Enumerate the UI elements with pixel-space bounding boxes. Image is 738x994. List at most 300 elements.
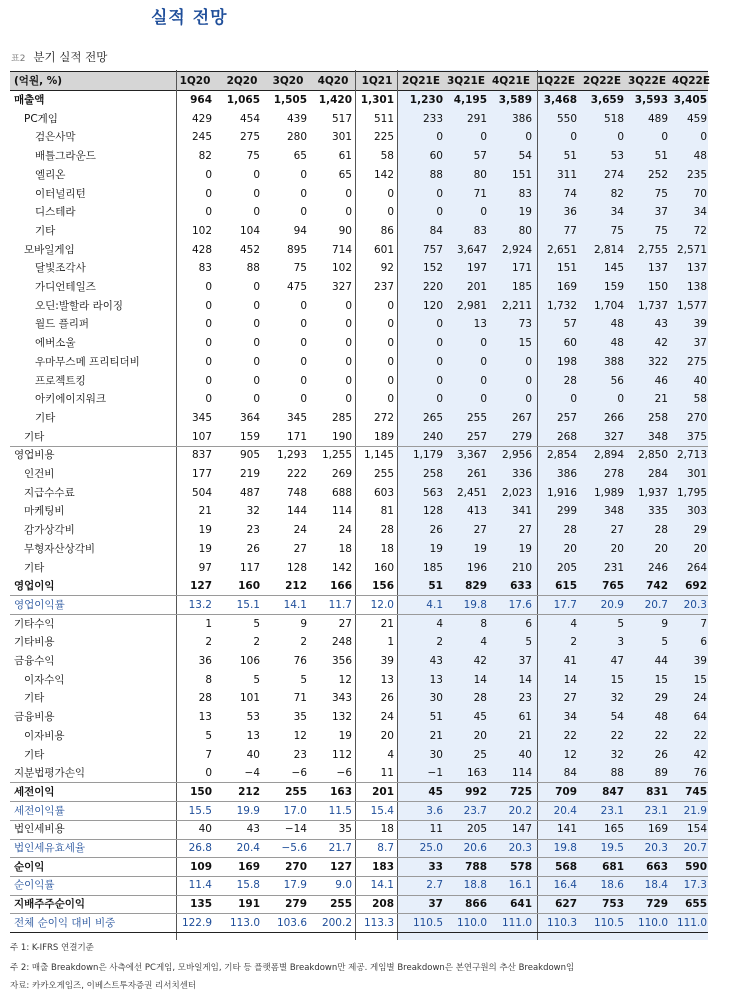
value-cell: 11.7 xyxy=(328,598,352,611)
value-cell: 20.2 xyxy=(508,804,532,817)
value-cell: 0 xyxy=(253,206,260,219)
value-cell: 0 xyxy=(345,393,352,406)
value-cell: −6 xyxy=(336,767,352,780)
value-cell: 23.7 xyxy=(463,804,487,817)
value-cell: 748 xyxy=(286,486,307,499)
value-cell: 3,593 xyxy=(634,94,668,106)
row-label: 전체 순이익 대비 비중 xyxy=(14,916,116,929)
value-cell: 1,732 xyxy=(546,299,577,312)
value-cell: −5.6 xyxy=(281,842,307,854)
value-cell: 20 xyxy=(473,729,487,742)
value-cell: 6 xyxy=(700,636,707,649)
value-cell: 13 xyxy=(246,729,260,742)
value-cell: 147 xyxy=(511,823,532,836)
value-cell: 24 xyxy=(380,711,394,724)
value-cell: 348 xyxy=(647,430,668,443)
value-cell: 3,659 xyxy=(590,94,624,106)
value-cell: 0 xyxy=(480,393,487,406)
value-cell: 51 xyxy=(654,150,668,163)
value-cell: 866 xyxy=(465,898,487,911)
value-cell: 169 xyxy=(556,281,577,293)
value-cell: 0 xyxy=(436,318,443,331)
row-label: 기타 xyxy=(24,430,45,443)
value-cell: 80 xyxy=(518,224,532,237)
value-cell: 0 xyxy=(480,131,487,144)
value-cell: 3,589 xyxy=(498,94,532,106)
value-cell: 30 xyxy=(429,748,443,761)
value-cell: 28 xyxy=(198,692,212,705)
column-header: 2Q22E xyxy=(582,75,622,87)
table-row xyxy=(10,91,708,110)
value-cell: 77 xyxy=(563,224,577,237)
value-cell: 335 xyxy=(647,505,668,518)
column-header: 3Q21E xyxy=(446,75,486,87)
value-cell: 46 xyxy=(654,374,668,387)
row-label: 영업이익 xyxy=(14,580,55,593)
value-cell: 837 xyxy=(191,449,212,462)
value-cell: 18.8 xyxy=(463,879,487,892)
value-cell: 110.0 xyxy=(456,916,487,929)
value-cell: 165 xyxy=(603,823,624,836)
row-separator xyxy=(10,932,708,933)
value-cell: 47 xyxy=(610,655,624,667)
value-cell: 0 xyxy=(205,187,212,200)
value-cell: 9 xyxy=(661,617,668,630)
value-cell: 0 xyxy=(205,281,212,293)
value-cell: 5 xyxy=(205,729,212,742)
value-cell: 58 xyxy=(380,150,394,163)
value-cell: 0 xyxy=(570,393,577,406)
value-cell: 83 xyxy=(518,187,532,200)
value-cell: 15 xyxy=(610,673,624,686)
value-cell: 27 xyxy=(563,692,577,705)
value-cell: 386 xyxy=(556,468,577,480)
value-cell: 2,814 xyxy=(593,243,624,256)
value-cell: 28 xyxy=(563,524,577,537)
value-cell: 53 xyxy=(246,711,260,724)
value-cell: 439 xyxy=(286,112,307,125)
value-cell: 1,937 xyxy=(637,486,668,499)
value-cell: 452 xyxy=(239,243,260,256)
value-cell: 895 xyxy=(286,243,307,256)
value-cell: 0 xyxy=(345,187,352,200)
value-cell: 487 xyxy=(239,486,260,499)
value-cell: 26 xyxy=(246,542,260,555)
column-header: 4Q22E xyxy=(671,75,711,87)
table-row xyxy=(10,633,708,652)
row-label: 지배주주순이익 xyxy=(14,898,86,911)
table-row xyxy=(10,671,708,690)
value-cell: 0 xyxy=(345,337,352,350)
value-cell: 0 xyxy=(436,374,443,387)
value-cell: 2.7 xyxy=(426,879,443,892)
value-cell: 20 xyxy=(654,542,668,555)
value-cell: 0 xyxy=(387,393,394,406)
value-cell: 159 xyxy=(603,281,624,293)
row-label: 기타 xyxy=(35,224,56,237)
value-cell: 0 xyxy=(387,206,394,219)
value-cell: 19 xyxy=(198,524,212,537)
value-cell: −14 xyxy=(284,823,307,836)
column-header: 1Q20 xyxy=(179,75,211,87)
value-cell: 150 xyxy=(190,785,212,798)
row-label: 순이익 xyxy=(14,860,45,873)
value-cell: 40 xyxy=(518,748,532,761)
value-cell: 114 xyxy=(331,505,352,518)
value-cell: 16.4 xyxy=(553,879,577,892)
value-cell: 2,924 xyxy=(501,243,532,256)
value-cell: 36 xyxy=(198,655,212,667)
value-cell: 4.1 xyxy=(426,598,443,611)
table-row xyxy=(10,241,708,260)
value-cell: 159 xyxy=(239,430,260,443)
value-cell: 459 xyxy=(686,112,707,125)
value-cell: 765 xyxy=(602,580,624,593)
value-cell: 28 xyxy=(380,524,394,537)
page-title: 실적 전망 xyxy=(151,8,228,28)
value-cell: 725 xyxy=(510,785,532,798)
value-cell: 45 xyxy=(428,785,443,798)
value-cell: 21.9 xyxy=(683,804,707,817)
table-row xyxy=(10,278,708,297)
value-cell: 729 xyxy=(646,898,668,911)
value-cell: 590 xyxy=(685,860,707,873)
table-row xyxy=(10,596,708,615)
value-cell: 51 xyxy=(429,711,443,724)
value-cell: 23 xyxy=(293,748,307,761)
value-cell: 160 xyxy=(373,561,394,574)
row-label: 오딘:발할라 라이징 xyxy=(35,299,124,312)
value-cell: 0 xyxy=(480,337,487,350)
value-cell: 15.4 xyxy=(370,804,394,817)
value-cell: 3,468 xyxy=(543,94,577,106)
value-cell: 20.6 xyxy=(463,842,487,854)
value-cell: 0 xyxy=(205,299,212,312)
value-cell: 511 xyxy=(373,112,394,125)
value-cell: 19 xyxy=(429,542,443,555)
table-row xyxy=(10,559,708,578)
value-cell: 1,301 xyxy=(360,94,394,106)
value-cell: 0 xyxy=(345,374,352,387)
value-cell: 150 xyxy=(647,281,668,293)
value-cell: 1,420 xyxy=(318,94,352,106)
table-tag: 표2 xyxy=(11,54,26,64)
value-cell: 17.9 xyxy=(283,879,307,892)
value-cell: 0 xyxy=(300,337,307,350)
value-cell: 714 xyxy=(331,243,352,256)
value-cell: 2 xyxy=(205,636,212,649)
table-row xyxy=(10,615,708,634)
value-cell: 41 xyxy=(563,655,577,667)
row-label: 달빛조각사 xyxy=(35,262,86,275)
value-cell: 13 xyxy=(198,711,212,724)
value-cell: 110.5 xyxy=(593,916,624,929)
table-row xyxy=(10,839,708,858)
value-cell: 177 xyxy=(191,468,212,480)
row-label: 지분법평가손익 xyxy=(14,767,86,780)
value-cell: 299 xyxy=(556,505,577,518)
value-cell: 601 xyxy=(373,243,394,256)
value-cell: 137 xyxy=(686,262,707,275)
value-cell: 71 xyxy=(293,692,307,705)
value-cell: 84 xyxy=(563,767,577,780)
row-label: 프로젝트킹 xyxy=(35,374,86,387)
value-cell: 655 xyxy=(685,898,707,911)
value-cell: 36 xyxy=(563,206,577,219)
value-cell: 25 xyxy=(473,748,487,761)
table-row xyxy=(10,914,708,933)
value-cell: 0 xyxy=(253,318,260,331)
row-label: 영업이익률 xyxy=(14,598,65,611)
value-cell: 0 xyxy=(480,374,487,387)
value-cell: 0 xyxy=(300,206,307,219)
value-cell: 163 xyxy=(330,785,352,798)
value-cell: 75 xyxy=(610,224,624,237)
table-row xyxy=(10,764,708,783)
table-row xyxy=(10,166,708,185)
value-cell: 88 xyxy=(429,168,443,181)
value-cell: 128 xyxy=(422,505,443,518)
value-cell: 275 xyxy=(686,355,707,368)
value-cell: 0 xyxy=(253,355,260,368)
value-cell: 0 xyxy=(253,374,260,387)
row-label: 기타비용 xyxy=(14,636,55,649)
value-cell: 1,065 xyxy=(226,94,260,106)
value-cell: 113.0 xyxy=(229,916,260,929)
value-cell: 13 xyxy=(429,673,443,686)
value-cell: 4 xyxy=(480,636,487,649)
value-cell: 17.7 xyxy=(553,598,577,611)
row-label: 매출액 xyxy=(14,94,45,106)
value-cell: 106 xyxy=(239,655,260,667)
value-cell: 142 xyxy=(331,561,352,574)
value-cell: 22 xyxy=(610,729,624,742)
value-cell: 992 xyxy=(465,785,487,798)
value-cell: 3 xyxy=(617,636,624,649)
value-cell: 82 xyxy=(198,150,212,163)
row-label: 세전이익률 xyxy=(14,804,65,817)
value-cell: 757 xyxy=(422,243,443,256)
value-cell: 122.9 xyxy=(181,916,212,929)
value-cell: 388 xyxy=(603,355,624,368)
value-cell: 20.4 xyxy=(553,804,577,817)
value-cell: 28 xyxy=(563,374,577,387)
value-cell: 0 xyxy=(205,767,212,780)
value-cell: 42 xyxy=(473,655,487,667)
value-cell: 75 xyxy=(654,187,668,200)
value-cell: 280 xyxy=(286,131,307,144)
value-cell: 327 xyxy=(331,281,352,293)
value-cell: 2,755 xyxy=(637,243,668,256)
value-cell: 22 xyxy=(563,729,577,742)
value-cell: 663 xyxy=(646,860,668,873)
value-cell: 19.5 xyxy=(600,842,624,854)
value-cell: 1,795 xyxy=(676,486,707,499)
value-cell: 18 xyxy=(380,823,394,836)
table-row xyxy=(10,259,708,278)
value-cell: 90 xyxy=(338,224,352,237)
value-cell: 27 xyxy=(293,542,307,555)
value-cell: 29 xyxy=(654,692,668,705)
value-cell: 0 xyxy=(345,206,352,219)
value-cell: 5 xyxy=(253,617,260,630)
value-cell: 19 xyxy=(518,206,532,219)
value-cell: 127 xyxy=(190,580,212,593)
value-cell: 1,704 xyxy=(593,299,624,312)
value-cell: 24 xyxy=(338,524,352,537)
value-cell: 210 xyxy=(511,561,532,574)
value-cell: 28 xyxy=(654,524,668,537)
value-cell: 0 xyxy=(205,393,212,406)
value-cell: 163 xyxy=(466,767,487,780)
value-cell: 603 xyxy=(373,486,394,499)
value-cell: 291 xyxy=(466,112,487,125)
value-cell: 103.6 xyxy=(276,916,307,929)
value-cell: 454 xyxy=(239,112,260,125)
value-cell: 20 xyxy=(380,729,394,742)
value-cell: 0 xyxy=(345,299,352,312)
value-cell: 54 xyxy=(610,711,624,724)
value-cell: 89 xyxy=(654,767,668,780)
value-cell: 327 xyxy=(603,430,624,443)
value-cell: 517 xyxy=(331,112,352,125)
value-cell: 222 xyxy=(286,468,307,480)
value-cell: 138 xyxy=(686,281,707,293)
value-cell: 117 xyxy=(239,561,260,574)
value-cell: 171 xyxy=(511,262,532,275)
value-cell: 20 xyxy=(563,542,577,555)
table-row xyxy=(10,689,708,708)
row-label: 모바일게임 xyxy=(24,243,75,256)
value-cell: 641 xyxy=(510,898,532,911)
value-cell: 0 xyxy=(617,131,624,144)
value-cell: 86 xyxy=(380,224,394,237)
value-cell: 75 xyxy=(246,150,260,163)
table-row xyxy=(10,185,708,204)
row-label: 디스테라 xyxy=(35,206,76,219)
value-cell: 2,850 xyxy=(637,449,668,462)
value-cell: 200.2 xyxy=(321,916,352,929)
value-cell: 54 xyxy=(518,150,532,163)
value-cell: 127 xyxy=(330,860,352,873)
row-label: 기타수익 xyxy=(14,617,55,630)
value-cell: −6 xyxy=(291,767,307,780)
value-cell: 0 xyxy=(436,187,443,200)
row-label: 법인세비용 xyxy=(14,823,65,836)
row-label: 마케팅비 xyxy=(24,505,65,518)
value-cell: 1 xyxy=(387,636,394,649)
value-cell: 364 xyxy=(239,411,260,424)
value-cell: 2,894 xyxy=(593,449,624,462)
row-label: 기타 xyxy=(24,748,45,761)
value-cell: 615 xyxy=(555,580,577,593)
value-cell: 1,989 xyxy=(593,486,624,499)
value-cell: 20.7 xyxy=(644,598,668,611)
value-cell: 120 xyxy=(422,299,443,312)
value-cell: 101 xyxy=(239,692,260,705)
value-cell: 19.8 xyxy=(463,598,487,611)
value-cell: 17.3 xyxy=(683,879,707,892)
value-cell: 0 xyxy=(300,187,307,200)
value-cell: 0 xyxy=(525,393,532,406)
value-cell: 40 xyxy=(198,823,212,836)
value-cell: 905 xyxy=(239,449,260,462)
value-cell: 270 xyxy=(686,411,707,424)
value-cell: 65 xyxy=(338,168,352,181)
value-cell: 5 xyxy=(617,617,624,630)
value-cell: 76 xyxy=(293,655,307,667)
value-cell: 34 xyxy=(693,206,707,219)
value-cell: 0 xyxy=(300,318,307,331)
value-cell: 3,405 xyxy=(673,94,707,106)
value-cell: 212 xyxy=(285,580,307,593)
value-cell: 34 xyxy=(563,711,577,724)
table-row xyxy=(10,390,708,409)
row-label: 배틀그라운드 xyxy=(35,150,96,163)
value-cell: 745 xyxy=(685,785,707,798)
value-cell: 0 xyxy=(253,337,260,350)
value-cell: 39 xyxy=(693,655,707,667)
unit-label: (억원, %) xyxy=(14,75,63,87)
value-cell: 92 xyxy=(380,262,394,275)
value-cell: 156 xyxy=(372,580,394,593)
value-cell: 39 xyxy=(380,655,394,667)
value-cell: 11.4 xyxy=(188,879,212,892)
row-label: 무형자산상각비 xyxy=(24,542,96,555)
value-cell: 0 xyxy=(253,299,260,312)
table-row xyxy=(10,222,708,241)
value-cell: 258 xyxy=(422,468,443,480)
table-row xyxy=(10,540,708,559)
value-cell: 265 xyxy=(422,411,443,424)
value-cell: 37 xyxy=(518,655,532,667)
value-cell: 22 xyxy=(693,729,707,742)
table-row xyxy=(10,708,708,727)
value-cell: 688 xyxy=(331,486,352,499)
value-cell: 4 xyxy=(436,617,443,630)
value-cell: 29 xyxy=(693,524,707,537)
value-cell: 2,571 xyxy=(676,243,707,256)
value-cell: 303 xyxy=(686,505,707,518)
value-cell: 550 xyxy=(556,112,577,125)
value-cell: 15 xyxy=(693,673,707,686)
column-header: 1Q22E xyxy=(536,75,576,87)
value-cell: 0 xyxy=(436,393,443,406)
value-cell: 110.5 xyxy=(412,916,443,929)
value-cell: 2,854 xyxy=(546,449,577,462)
value-cell: 1,145 xyxy=(363,449,394,462)
value-cell: 23.1 xyxy=(644,804,668,817)
value-cell: 64 xyxy=(693,711,707,724)
value-cell: 26 xyxy=(654,748,668,761)
table-row xyxy=(10,876,708,895)
value-cell: 1,255 xyxy=(321,449,352,462)
table-row xyxy=(10,521,708,540)
value-cell: 275 xyxy=(239,131,260,144)
value-cell: 70 xyxy=(693,187,707,200)
value-cell: 0 xyxy=(436,355,443,368)
value-cell: 21 xyxy=(380,617,394,630)
value-cell: 219 xyxy=(239,468,260,480)
value-cell: 205 xyxy=(466,823,487,836)
table-row xyxy=(10,203,708,222)
value-cell: 12 xyxy=(293,729,307,742)
value-cell: 24 xyxy=(693,692,707,705)
value-cell: 578 xyxy=(510,860,532,873)
value-cell: 42 xyxy=(654,337,668,350)
value-cell: 21 xyxy=(198,505,212,518)
value-cell: 21.7 xyxy=(328,842,352,854)
